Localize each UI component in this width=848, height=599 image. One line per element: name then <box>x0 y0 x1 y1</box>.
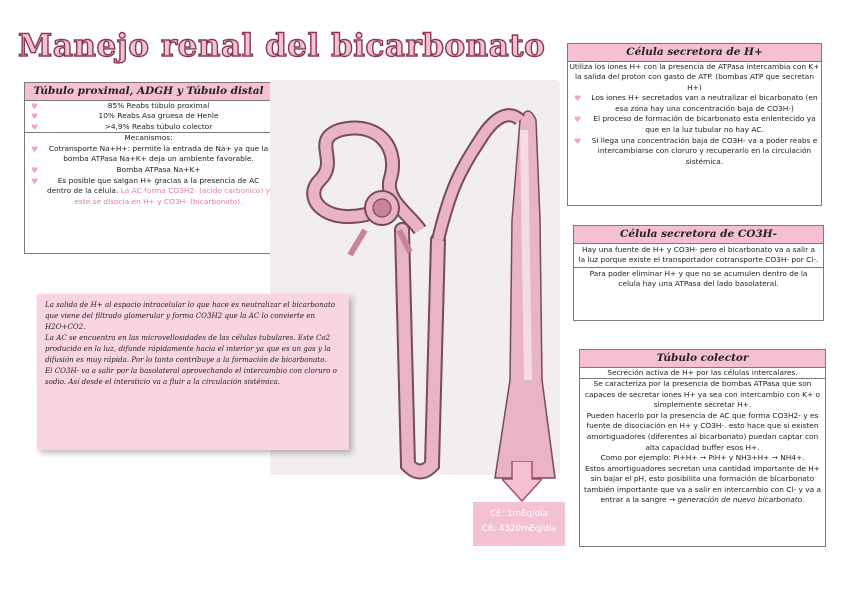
left-panel <box>24 82 273 254</box>
heart-icon: ♥ <box>31 176 39 186</box>
collecting-tubule-panel: Túbulo colector Secreción activa de H+ por las células intercalares. Se caracteriza por la presencia de bombas ATPasa que son capaces de secretar iones H+ ya sea con intercambio con K+ o simplemente secretar H+. Pueden hacerlo por la presencia de AC que forma CO3H2- y es fuente de disociación en H+ y CO3H-. esto hace que si existen amortiguadores (diferentes al bicarbonato) puedan captar con alta capacidad buffer esos H+. Como por ejemplo: Pi+H+ → PiH+ y NH3+H+ → NH4+. Estos amortiguadores secretan una cantidad importante de H+ sin bajar el pH, esto posibilita una formación de bicarbonato también importante que va a salir en intercambio con Cl- y va a entrar a la sangre → generación de nuevo bicarbonato. <box>579 349 826 547</box>
mechanisms-title: Mecanismos: <box>124 133 173 143</box>
panel-heading: Célula secretora de CO3H- <box>574 226 823 244</box>
heart-icon: ♥ <box>31 166 39 175</box>
pink-note: La AC forma CO3H2- (acido carbonico) y este se disocia en H+ y CO3H- (bicarbonato). <box>74 186 271 206</box>
page-title: Manejo renal del bicarbonato <box>18 28 546 64</box>
explanation-note: La salida de H+ al espacio intracelular lo que hace es neutralizar el bicarbonato que viene del filtrado glomerular y forma CO3H2 que la AC lo convierte en H2O+CO2. La AC se encuentra en las microvellosidades de las células tubulares. Este Co2 producido en la luz, difunde rápidamente hacia el interior ya que es un gas y la difusión es muy rápida. Por lo tanto contribuye a la formación de bicarbonato. El CO3H- va a salir por la basolateral aprovechando el intercambio con cloruro o sodio. Así desde el intersticio va a fluir a la circulación sistémica. <box>37 294 349 450</box>
heart-icon: ♥ <box>574 136 582 146</box>
list-item: ♥ Bomba ATPasa Na+K+ <box>31 165 201 175</box>
list-item: ♥ Si llega una concentración baja de CO3H- va a poder reabs e intercambiarse con cloruro y recuperarlo en la circulación sistémica. <box>574 135 818 166</box>
panel-heading: Célula secretora de H+ <box>568 44 821 62</box>
heart-icon: ♥ <box>31 101 39 111</box>
list-item: ♥ Los iones H+ secretados van a neutralizar el bicarbonato (en esa zona hay una concentración baja de CO3H-) <box>574 93 818 113</box>
heart-icon: ♥ <box>31 122 39 132</box>
list-item: ♥ Cotransporte Na+H+: permite la entrada de Na+ ya que la bomba ATPasa Na+K+ deja un ambiente favorable. <box>31 143 269 164</box>
h-secretory-cell-panel: Célula secretora de H+ Utiliza los iones H+ con la presencia de ATPasa intercambia con K+ la salida del proton con gasto de ATP. (bombas ATP que secretan H+) ♥ Los iones H+ secretados van a neutralizar el bicarbonato (en esa zona hay una concentración baja de CO3H-) ♥ El proceso de formación de bicarbonato esta enlentecido ya que en la luz tubular no hay AC. ♥ Si llega una concentración baja de CO3H- va a poder reabs e intercambiarse con cloruro y recuperarlo en la circulación sistémica. <box>567 43 822 206</box>
list-item: ♥ 10% Reabs Asa gruesa de Henle <box>31 111 219 122</box>
co3h-secretory-cell-panel: Célula secretora de CO3H- Hay una fuente de H+ y CO3H- pero el bicarbonato va a salir a la luz porque existe el transportador cotransporte CO3H- por Cl-. Para poder eliminar H+ y que no se acumulen dentro de la celula hay una ATPasa del lado basolateral. <box>573 225 824 321</box>
list-item: ♥ El proceso de formación de bicarbonato esta enlentecido ya que en la luz tubular no hay AC. <box>574 114 816 134</box>
heart-icon: ♥ <box>31 112 39 122</box>
list-item: ♥ Es posible que salgan H+ gracias a la presencia de AC dentro de la célula. La AC forma CO3H2- (acido carbonico) y este se disocia en H+ y CO3H- (bicarbonato). <box>31 175 271 206</box>
left-panel-heading: Túbulo proximal, ADGH y Túbulo distal <box>25 83 272 101</box>
heart-icon: ♥ <box>31 144 39 154</box>
panel-heading: Túbulo colector <box>580 350 825 368</box>
list-item: ♥ 85% Reabs túbulo proximal <box>31 100 210 111</box>
ce-values-box: CE: 1mEq/día CR: 4320mEq/día <box>473 502 565 546</box>
heart-icon: ♥ <box>574 115 582 125</box>
down-arrow-icon <box>502 461 542 503</box>
list-item: ♥ >4,9% Reabs túbulo colector <box>31 121 213 132</box>
heart-icon: ♥ <box>574 94 582 104</box>
